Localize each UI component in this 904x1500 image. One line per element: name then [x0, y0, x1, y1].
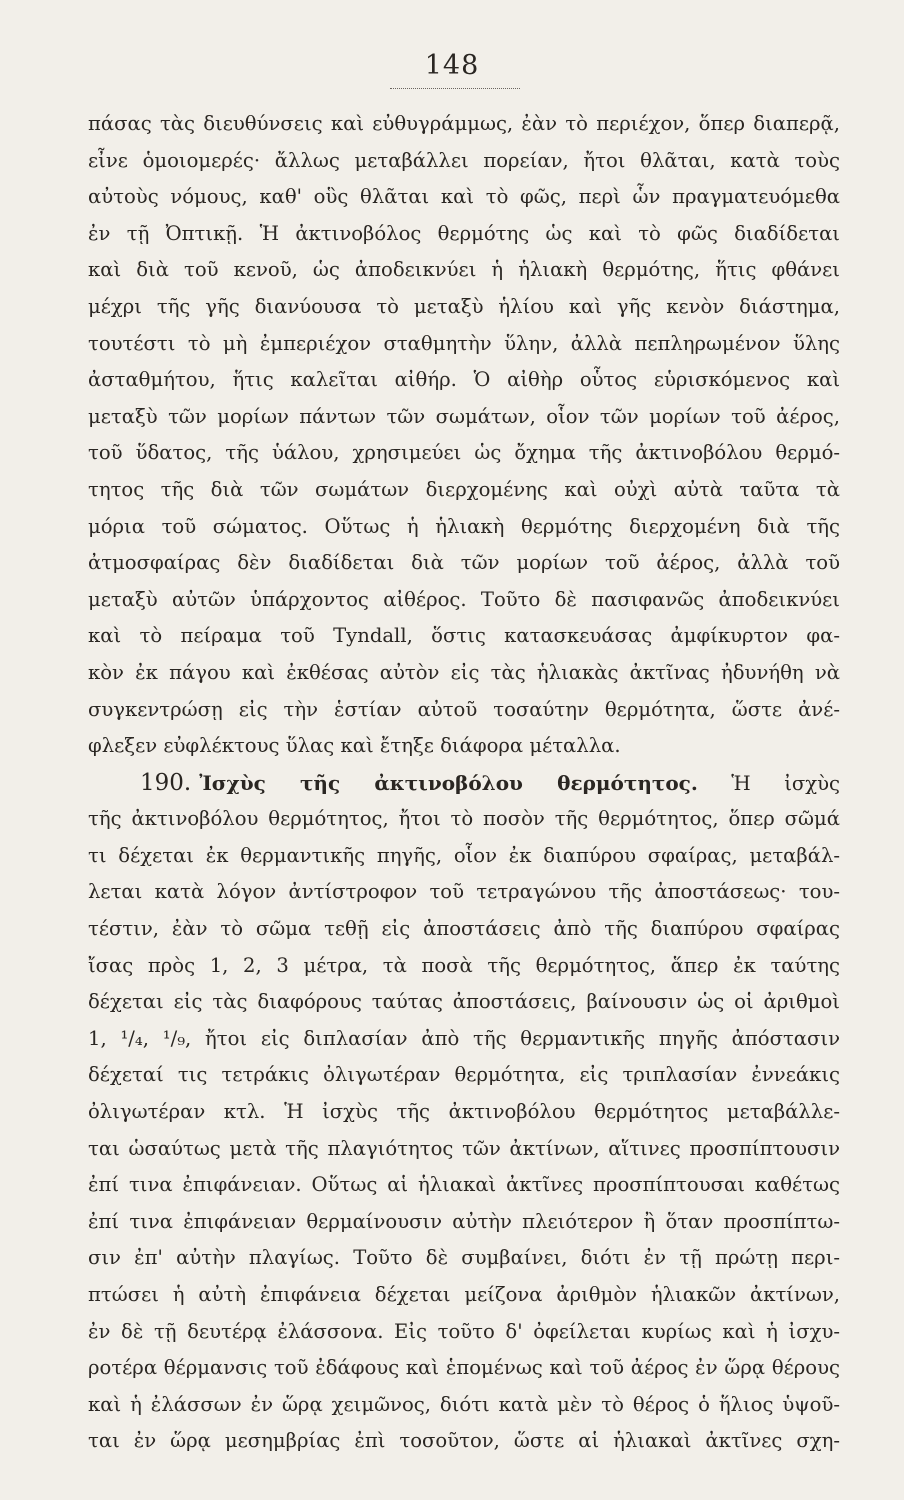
- text-line: καὶ τὸ πείραμα τοῦ Tyndall, ὅστις κατασκευάσας ἀμφίκυρτον φα-: [88, 624, 840, 648]
- text-line: τι δέχεται ἐκ θερμαντικῆς πηγῆς, οἷον ἐκ διαπύρου σφαίρας, μεταβάλ-: [88, 843, 840, 867]
- text-line: τουτέστι τὸ μὴ ἐμπεριέχον σταθμητὴν ὕλην, ἀλλὰ πεπληρωμένον ὕλης: [88, 331, 840, 355]
- text-line: ἀσταθμήτου, ἥτις καλεῖται αἰθήρ. Ὁ αἰθὴρ οὗτος εὑρισκόμενος καὶ: [88, 368, 840, 392]
- text-line: τοῦ ὕδατος, τῆς ὑάλου, χρησιμεύει ὡς ὄχημα τῆς ἀκτινοβόλου θερμό-: [88, 441, 840, 465]
- text-line: ροτέρα θέρμανσις τοῦ ἐδάφους καὶ ἑπομένως καὶ τοῦ ἀέρος ἐν ὥρᾳ θέρους: [88, 1356, 840, 1380]
- text-line: συγκεντρώσῃ εἰς τὴν ἑστίαν αὐτοῦ τοσαύτην θερμότητα, ὥστε ἀνέ-: [88, 697, 840, 721]
- text-line: μόρια τοῦ σώματος. Οὕτως ἡ ἡλιακὴ θερμότης διερχομένη διὰ τῆς: [88, 514, 840, 538]
- text-line: πτώσει ἡ αὐτὴ ἐπιφάνεια δέχεται μείζονα ἀριθμὸν ἡλιακῶν ἀκτίνων,: [88, 1283, 840, 1306]
- text-line: μεταξὺ αὐτῶν ὑπάρχοντος αἰθέρος. Τοῦτο δὲ πασιφανῶς ἀποδεικνύει: [88, 587, 840, 611]
- text-line: 1, ¹/₄, ¹/₉, ἤτοι εἰς διπλασίαν ἀπὸ τῆς θερμαντικῆς πηγῆς ἀπόστασιν: [88, 1026, 840, 1050]
- body-text: [88, 106, 840, 1460]
- section-number: 190.: [140, 769, 192, 796]
- text-line: λεται κατὰ λόγον ἀντίστροφον τοῦ τετραγώνου τῆς ἀποστάσεως· του-: [88, 880, 840, 904]
- section-first-text: Ἡ ἰσχὺς: [731, 771, 840, 795]
- text-line: ὀλιγωτέραν κτλ. Ἡ ἰσχὺς τῆς ἀκτινοβόλου θερμότητος μεταβάλλε-: [88, 1100, 840, 1124]
- text-line: δέχεταί τις τετράκις ὀλιγωτέραν θερμότητα, εἰς τριπλασίαν ἐννεάκις: [88, 1063, 840, 1087]
- text-line: αὐτοὺς νόμους, καθ' οὓς θλᾶται καὶ τὸ φῶς, περὶ ὧν πραγματευόμεθα: [88, 185, 840, 209]
- text-line: εἶνε ὁμοιομερές· ἄλλως μεταβάλλει πορείαν, ἤτοι θλᾶται, κατὰ τοὺς: [88, 148, 840, 172]
- text-line: σιν ἐπ' αὐτὴν πλαγίως. Τοῦτο δὲ συμβαίνει, διότι ἐν τῇ πρώτῃ περι-: [88, 1246, 840, 1270]
- text-line: ἀτμοσφαίρας δὲν διαδίδεται διὰ τῶν μορίων τοῦ ἀέρος, ἀλλὰ τοῦ: [88, 551, 840, 575]
- section-heading-line: [88, 765, 840, 802]
- text-line: κὸν ἐκ πάγου καὶ ἐκθέσας αὐτὸν εἰς τὰς ἡλιακὰς ἀκτῖνας ἠδυνήθη νὰ: [88, 660, 840, 684]
- text-line: τέστιν, ἐὰν τὸ σῶμα τεθῇ εἰς ἀποστάσεις ἀπὸ τῆς διαπύρου σφαίρας: [88, 917, 840, 941]
- text-line: ἐν δὲ τῇ δευτέρᾳ ἐλάσσονα. Εἰς τοῦτο δ' ὀφείλεται κυρίως καὶ ἡ ἰσχυ-: [88, 1319, 840, 1343]
- text-line: ἴσας πρὸς 1, 2, 3 μέτρα, τὰ ποσὰ τῆς θερμότητος, ἅπερ ἐκ ταύτης: [88, 953, 840, 977]
- text-line: τῆς ἀκτινοβόλου θερμότητος, ἤτοι τὸ ποσὸν τῆς θερμότητος, ὅπερ σῶμά: [88, 807, 840, 831]
- text-line: πάσας τὰς διευθύνσεις καὶ εὐθυγράμμως, ἐὰν τὸ περιέχον, ὅπερ διαπερᾷ,: [88, 112, 840, 135]
- text-line: ται ἐν ὥρᾳ μεσημβρίας ἐπὶ τοσοῦτον, ὥστε αἱ ἡλιακαὶ ἀκτῖνες σχη-: [88, 1429, 840, 1453]
- text-line: μεταξὺ τῶν μορίων πάντων τῶν σωμάτων, οἷον τῶν μορίων τοῦ ἀέρος,: [88, 404, 840, 428]
- text-line: μέχρι τῆς γῆς διανύουσα τὸ μεταξὺ ἡλίου καὶ γῆς κενὸν διάστημα,: [88, 294, 840, 318]
- text-line: ἐν τῇ Ὀπτικῇ. Ἡ ἀκτινοβόλος θερμότης ὡς καὶ τὸ φῶς διαδίδεται: [88, 221, 840, 245]
- text-line: ἐπί τινα ἐπιφάνειαν θερμαίνουσιν αὐτὴν πλειότερον ἢ ὅταν προσπίπτω-: [88, 1209, 840, 1233]
- text-line: ἐπί τινα ἐπιφάνειαν. Οὕτως αἱ ἡλιακαὶ ἀκτῖνες προσπίπτουσαι καθέτως: [88, 1173, 840, 1197]
- header-rule: [390, 88, 520, 89]
- text-line: καὶ ἡ ἐλάσσων ἐν ὥρᾳ χειμῶνος, διότι κατὰ μὲν τὸ θέρος ὁ ἥλιος ὑψοῦ-: [88, 1392, 840, 1416]
- section-title: Ἰσχὺς τῆς ἀκτινοβόλου θερμότητος.: [199, 770, 698, 795]
- text-line: ται ὡσαύτως μετὰ τῆς πλαγιότητος τῶν ἀκτίνων, αἵτινες προσπίπτουσιν: [88, 1136, 840, 1160]
- page-number: 148: [424, 50, 480, 81]
- text-line: καὶ διὰ τοῦ κενοῦ, ὡς ἀποδεικνύει ἡ ἡλιακὴ θερμότης, ἥτις φθάνει: [88, 258, 840, 282]
- text-line: φλεξεν εὐφλέκτους ὕλας καὶ ἔτηξε διάφορα μέταλλα.: [88, 734, 621, 758]
- text-line: τητος τῆς διὰ τῶν σωμάτων διερχομένης καὶ οὐχὶ αὐτὰ ταῦτα τὰ: [88, 477, 840, 501]
- text-line: δέχεται εἰς τὰς διαφόρους ταύτας ἀποστάσεις, βαίνουσιν ὡς οἱ ἀριθμοὶ: [88, 990, 840, 1014]
